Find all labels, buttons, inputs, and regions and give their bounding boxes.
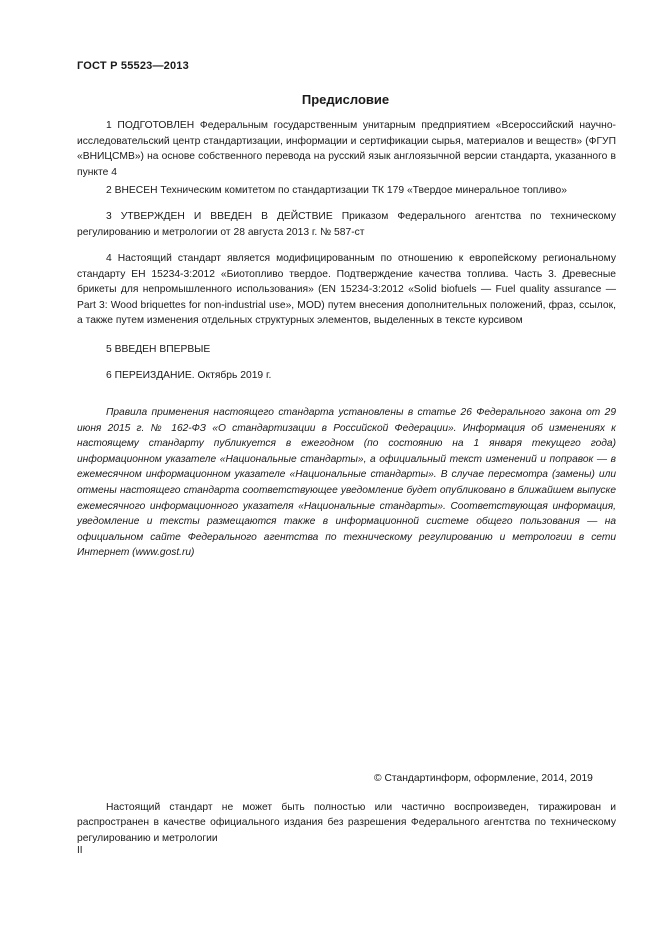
standard-id-header: ГОСТ Р 55523—2013 [77, 60, 189, 72]
paragraph-1 [77, 118, 616, 180]
paragraph-4 [77, 251, 616, 329]
paragraph-text: 2 ВНЕСЕН Техническим комитетом по стандартизации ТК 179 «Твердое минеральное топливо» [106, 185, 567, 196]
paragraph-5 [77, 342, 616, 358]
page-number: II [77, 845, 83, 856]
disclaimer-text: Настоящий стандарт не может быть полностью или частично воспроизведен, тиражирован и распространен в качестве официального издания без разрешения Федерального агентства по техническому регулированию и метрологии [77, 802, 616, 844]
copyright-line: © Стандартинформ, оформление, 2014, 2019 [374, 773, 593, 784]
paragraph-6 [77, 368, 616, 384]
application-rules-note [77, 405, 616, 561]
paragraph-text: 1 ПОДГОТОВЛЕН Федеральным государственным унитарным предприятием «Всероссийский научно-исследовательский центр стандартизации, информации и сертификации сырья, материалов и веществ» (ФГУП «ВНИЦСМВ») на основе собственного перевода на русский язык англоязычной версии стандарта, указанного в пункте 4 [77, 120, 616, 178]
paragraph-3 [77, 209, 616, 240]
paragraph-text: 4 Настоящий стандарт является модифицированным по отношению к европейскому региональному стандарту ЕН 15234-3:2012 «Биотопливо твердое. Подтверждение качества топлива. Часть 3. Древесные брикеты для непромышленного использования» (EN 15234-3:2012 «Solid biofuels — Fuel quality assurance — Part 3: Wood briquettes for non-industrial use», MOD) путем внесения дополнительных положений, фраз, ссылок, а также путем изменения отдельных структурных элементов, выделенных в тексте курсивом [77, 253, 616, 327]
paragraph-2 [77, 183, 616, 199]
note-text: Правила применения настоящего стандарта установлены в статье 26 Федерального закона от 29 июня 2015 г. № 162-ФЗ «О стандартизации в Российской Федерации». Информация об изменениях к настоящему стандарту публикуется в ежегодном (по состоянию на 1 января текущего года) информационном указателе «Национальные стандарты», а официальный текст изменений и поправок — в ежемесячном информационном указателе «Национальные стандарты». В случае пересмотра (замены) или отмены настоящего стандарта соответствующее уведомление будет опубликовано в ближайшем выпуске ежемесячного информационного указателя «Национальные стандарты». Соответствующая информация, уведомление и тексты размещаются также в информационной системе общего пользования — на официальном сайте Федерального агентства по техническому регулированию и метрологии в сети Интернет (www.gost.ru) [77, 407, 616, 559]
page-title: Предисловие [301, 92, 390, 107]
paragraph-text: 6 ПЕРЕИЗДАНИЕ. Октябрь 2019 г. [106, 370, 272, 381]
reproduction-disclaimer [77, 800, 616, 846]
paragraph-text: 3 УТВЕРЖДЕН И ВВЕДЕН В ДЕЙСТВИЕ Приказом Федерального агентства по техническому регулированию и метрологии от 28 августа 2013 г. № 587-ст [77, 211, 616, 238]
paragraph-text: 5 ВВЕДЕН ВПЕРВЫЕ [106, 344, 211, 355]
